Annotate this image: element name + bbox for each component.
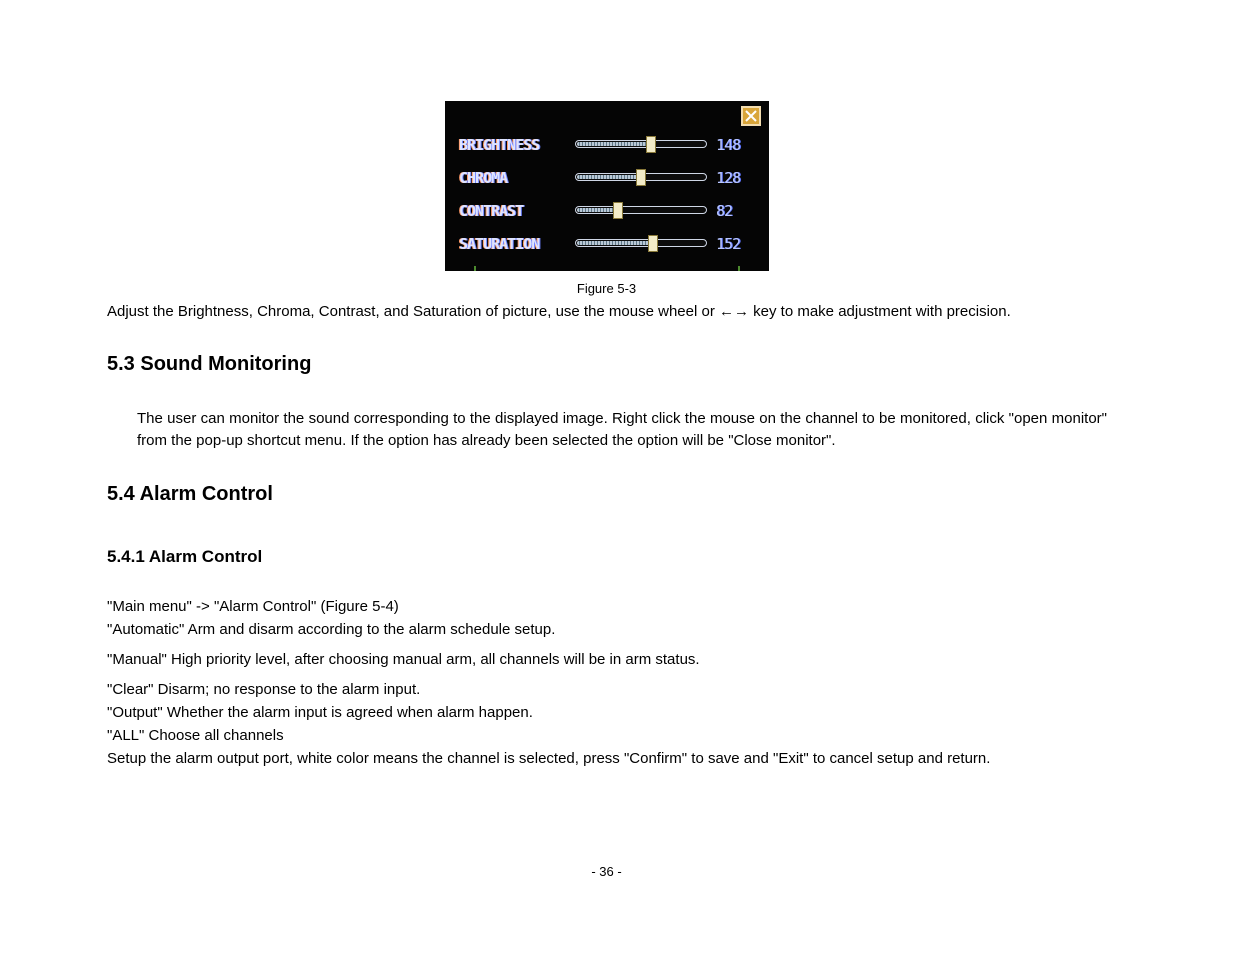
- slider-row-saturation: [445, 233, 769, 255]
- slider-label: CONTRAST: [459, 202, 524, 220]
- slider-row-brightness: [445, 134, 769, 156]
- slider-label: SATURATION: [459, 235, 540, 253]
- alarm-line: "Main menu" -> "Alarm Control" (Figure 5-4): [107, 598, 399, 615]
- slider-thumb[interactable]: [636, 169, 646, 186]
- subsection-heading-5-4-1: 5.4.1 Alarm Control: [107, 547, 263, 566]
- slider-fill: [577, 175, 641, 179]
- slider-fill: [577, 142, 651, 146]
- section-5-3-body: The user can monitor the sound corresponding to the displayed image. Right click the mouse on the channel to be monitored, click "open monitor" from the pop-up shortcut menu. If the option has already been selected the option will be "Close monitor".: [137, 410, 1107, 449]
- slider-fill: [577, 241, 653, 245]
- figure-caption: Figure 5-3: [576, 281, 637, 296]
- slider-value: 148: [716, 136, 741, 154]
- slider-row-chroma: [445, 167, 769, 189]
- slider-value: 152: [716, 235, 741, 253]
- panel-tick-mark: [474, 266, 476, 271]
- section-heading-5-3: 5.3 Sound Monitoring: [107, 353, 312, 375]
- close-x-icon: [744, 109, 758, 123]
- slider-thumb[interactable]: [613, 202, 623, 219]
- alarm-line: "Output" Whether the alarm input is agreed when alarm happen.: [107, 704, 533, 721]
- page-number: - 36 -: [591, 864, 622, 879]
- panel-tick-mark: [738, 266, 740, 271]
- slider-label: BRIGHTNESS: [459, 136, 540, 154]
- slider-thumb[interactable]: [648, 235, 658, 252]
- contrast-slider[interactable]: [575, 206, 707, 214]
- alarm-line: Setup the alarm output port, white color means the channel is selected, press "Confirm" to save and "Exit" to cancel setup and return.: [107, 750, 991, 767]
- alarm-line: "Clear" Disarm; no response to the alarm input.: [107, 681, 421, 698]
- intro-paragraph: Adjust the Brightness, Chroma, Contrast, and Saturation of picture, use the mouse wheel or ←→ key to make adjustment with precision.: [107, 303, 1011, 320]
- slider-thumb[interactable]: [646, 136, 656, 153]
- slider-value: 82: [716, 202, 733, 220]
- slider-row-contrast: [445, 200, 769, 222]
- saturation-slider[interactable]: [575, 239, 707, 247]
- section-heading-5-4: 5.4 Alarm Control: [107, 483, 273, 505]
- alarm-line: "ALL" Choose all channels: [107, 727, 284, 744]
- picture-adjust-panel: [445, 101, 769, 271]
- slider-label: CHROMA: [459, 169, 508, 187]
- close-button[interactable]: [741, 106, 761, 126]
- alarm-line: "Automatic" Arm and disarm according to the alarm schedule setup.: [107, 621, 556, 638]
- brightness-slider[interactable]: [575, 140, 707, 148]
- alarm-line: "Manual" High priority level, after choosing manual arm, all channels will be in arm status.: [107, 651, 700, 668]
- chroma-slider[interactable]: [575, 173, 707, 181]
- slider-value: 128: [716, 169, 741, 187]
- slider-fill: [577, 208, 618, 212]
